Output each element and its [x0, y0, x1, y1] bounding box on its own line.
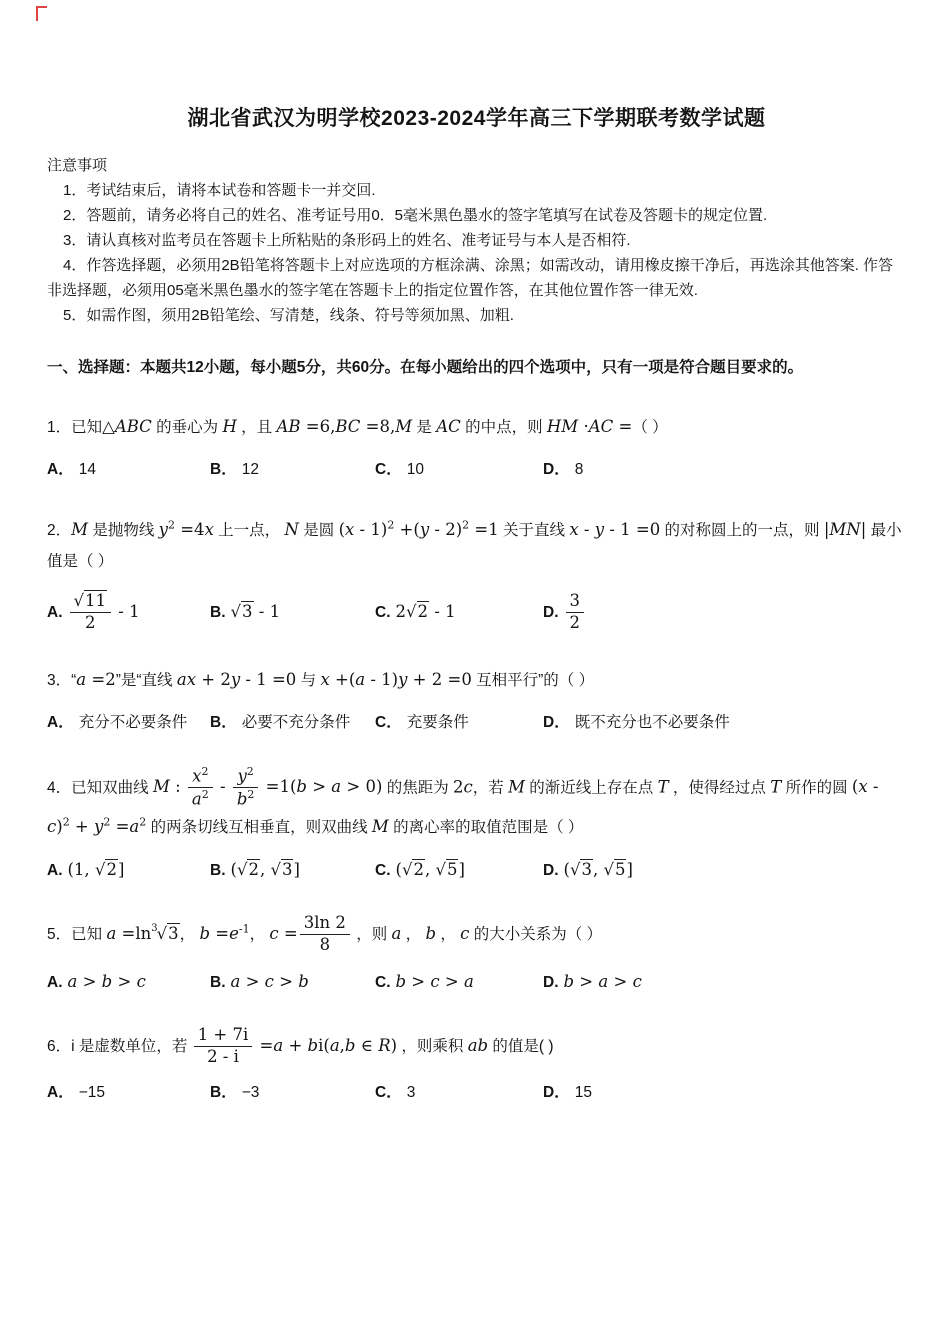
option-body: √3 - 1 [230, 602, 281, 622]
option-body: 8 [574, 460, 584, 478]
question-4-stem: 4．已知双曲线 M : $\frac{x^2}{a^2}$ - $\frac{y^2}{b^2}$ =1(b > a > 0) 的焦距为 2c，若 M 的渐近线上存在点 T ，使得经过点 T 所作的圆 $(x - c)^2 + y^2 =a^2$ 的两条切线互相垂直，则双曲线 M 的离心率的取值范围是（ ） [47, 764, 879, 836]
option-label: D. [543, 862, 559, 880]
question-6-stem: 6．i 是虚数单位，若 $\frac{1 + 7i}{2 - i}$ =a + bi(a,b ∈ R) ，则乘积 ab 的值是( ) [47, 1025, 554, 1066]
question-5-stem: 5．已知 $a =\ln^3√3$， $b =e^{-1}$， c = $\frac{3\ln 2}{8}$ ，则 a ， b ， c 的大小关系为（ ） [47, 913, 603, 955]
option-label: A． [47, 460, 74, 478]
question-2-option-a [47, 592, 210, 633]
option-body: (√2, √3] [230, 860, 300, 880]
question-4-options [47, 857, 906, 884]
option-body: b > c > a [395, 972, 474, 992]
question-5-options [47, 969, 906, 996]
option-body: 2√2 - 1 [395, 602, 456, 622]
option-label: B. [210, 604, 226, 622]
question-4 [47, 766, 906, 885]
notice-item-5: 5．如需作图，须用2B铅笔绘、写清楚，线条、符号等须加黑、加粗. [63, 307, 514, 324]
question-6 [47, 1026, 906, 1106]
option-label: C. [375, 862, 391, 880]
option-body: 必要不充分条件 [241, 713, 351, 731]
option-label: D． [543, 460, 570, 478]
option-body: 12 [241, 460, 259, 478]
option-label: B． [210, 1083, 237, 1101]
option-label: D. [543, 974, 559, 992]
option-body: 3 [406, 1083, 416, 1101]
question-1-option-a [47, 458, 210, 483]
option-label: A． [47, 713, 74, 731]
option-label: A. [47, 974, 63, 992]
question-2-stem: 2．M 是抛物线 $y^2 =4x$ 上一点， N 是圆 (x - 1)$^2$ +(y - 2)$^2$ =1 关于直线 x - y - 1 =0 的对称圆上的一点，则 |MN| 最小值是（ ） [47, 518, 902, 571]
question-1-options [47, 458, 906, 483]
question-3 [47, 663, 906, 736]
option-body: 充分不必要条件 [78, 713, 188, 731]
section-header: 一、选择题：本题共12小题，每小题5分，共60分。在每小题给出的四个选项中，只有一项是符合题目要求的。 [47, 359, 804, 376]
option-body: (√2, √5] [395, 860, 465, 880]
option-label: B. [210, 974, 226, 992]
option-body: 充要条件 [406, 713, 469, 731]
option-body: 14 [78, 460, 96, 478]
option-body: 15 [574, 1083, 592, 1101]
question-2-option-b [210, 599, 375, 626]
question-5-option-c [375, 969, 543, 996]
notice-item-3: 3．请认真核对监考员在答题卡上所粘贴的条形码上的姓名、准考证号与本人是否相符. [63, 232, 631, 249]
option-body: −15 [78, 1083, 105, 1101]
option-label: B. [210, 862, 226, 880]
notice-item-2: 2．答题前，请务必将自己的姓名、准考证号用0．5毫米黑色墨水的签字笔填写在试卷及答题卡的规定位置. [63, 207, 768, 224]
option-label: D． [543, 713, 570, 731]
notice-header: 注意事项 [47, 157, 108, 174]
option-label: B． [210, 460, 237, 478]
question-1-stem: 1．已知△ABC 的垂心为 H ，且 AB =6,BC =8,M 是 AC 的中点，则 HM ·AC =（ ） [47, 417, 668, 436]
question-6-option-c [375, 1081, 543, 1106]
notice-item-1: 1．考试结束后，请将本试卷和答题卡一并交回. [63, 182, 376, 199]
option-label: A． [47, 1083, 74, 1101]
page-title: 湖北省武汉为明学校2023-2024学年高三下学期联考数学试题 [187, 107, 766, 130]
option-label: C. [375, 604, 391, 622]
question-6-option-d [543, 1081, 906, 1106]
question-5-option-b [210, 969, 375, 996]
option-label: C． [375, 713, 402, 731]
option-label: C． [375, 1083, 402, 1101]
option-body: (1, √2] [67, 860, 125, 880]
question-1-option-b [210, 458, 375, 483]
question-4-option-c [375, 857, 543, 884]
question-2-options [47, 592, 906, 633]
option-body: a > b > c [67, 972, 146, 992]
question-1-option-c [375, 458, 543, 483]
option-body: a > c > b [230, 972, 309, 992]
question-6-option-a [47, 1081, 210, 1106]
question-5-option-d [543, 969, 906, 996]
question-4-option-a [47, 857, 210, 884]
question-3-option-d [543, 711, 906, 736]
option-label: A. [47, 862, 63, 880]
option-body: −3 [241, 1083, 260, 1101]
question-1 [47, 410, 906, 483]
question-5 [47, 914, 906, 996]
option-body: 10 [406, 460, 424, 478]
question-2 [47, 513, 906, 634]
question-3-option-c [375, 711, 543, 736]
option-body: $\frac{√11}{2}$ - 1 [68, 604, 140, 621]
question-3-options [47, 711, 906, 736]
option-body: (√3, √5] [563, 860, 633, 880]
question-5-option-a [47, 969, 210, 996]
corner-crop-mark [36, 6, 47, 21]
option-label: C. [375, 974, 391, 992]
option-label: C． [375, 460, 402, 478]
option-label: D. [543, 604, 559, 622]
notice-item-4: 4．作答选择题，必须用2B铅笔将答题卡上对应选项的方框涂满、涂黑；如需改动，请用橡皮擦干净后，再选涂其他答案. 作答非选择题，必须用05毫米黑色墨水的签字笔在答题卡上的指定位置作答，在其他位置作答一律无效. [47, 257, 894, 299]
question-3-option-b [210, 711, 375, 736]
option-label: B． [210, 713, 237, 731]
option-body: b > a > c [563, 972, 642, 992]
option-label: A. [47, 604, 63, 622]
question-4-option-b [210, 857, 375, 884]
question-3-stem: 3．“a =2”是“直线 ax + 2y - 1 =0 与 x +(a - 1)y + 2 =0 互相平行”的（ ） [47, 670, 595, 690]
question-6-option-b [210, 1081, 375, 1106]
option-body: 既不充分也不必要条件 [574, 713, 730, 731]
question-1-option-d [543, 458, 906, 483]
question-2-option-c [375, 599, 543, 626]
option-label: D． [543, 1083, 570, 1101]
question-2-option-d [543, 592, 906, 633]
question-4-option-d [543, 857, 906, 884]
option-body: $\frac{3}{2}$ [564, 604, 587, 621]
question-6-options [47, 1081, 906, 1106]
question-3-option-a [47, 711, 210, 736]
